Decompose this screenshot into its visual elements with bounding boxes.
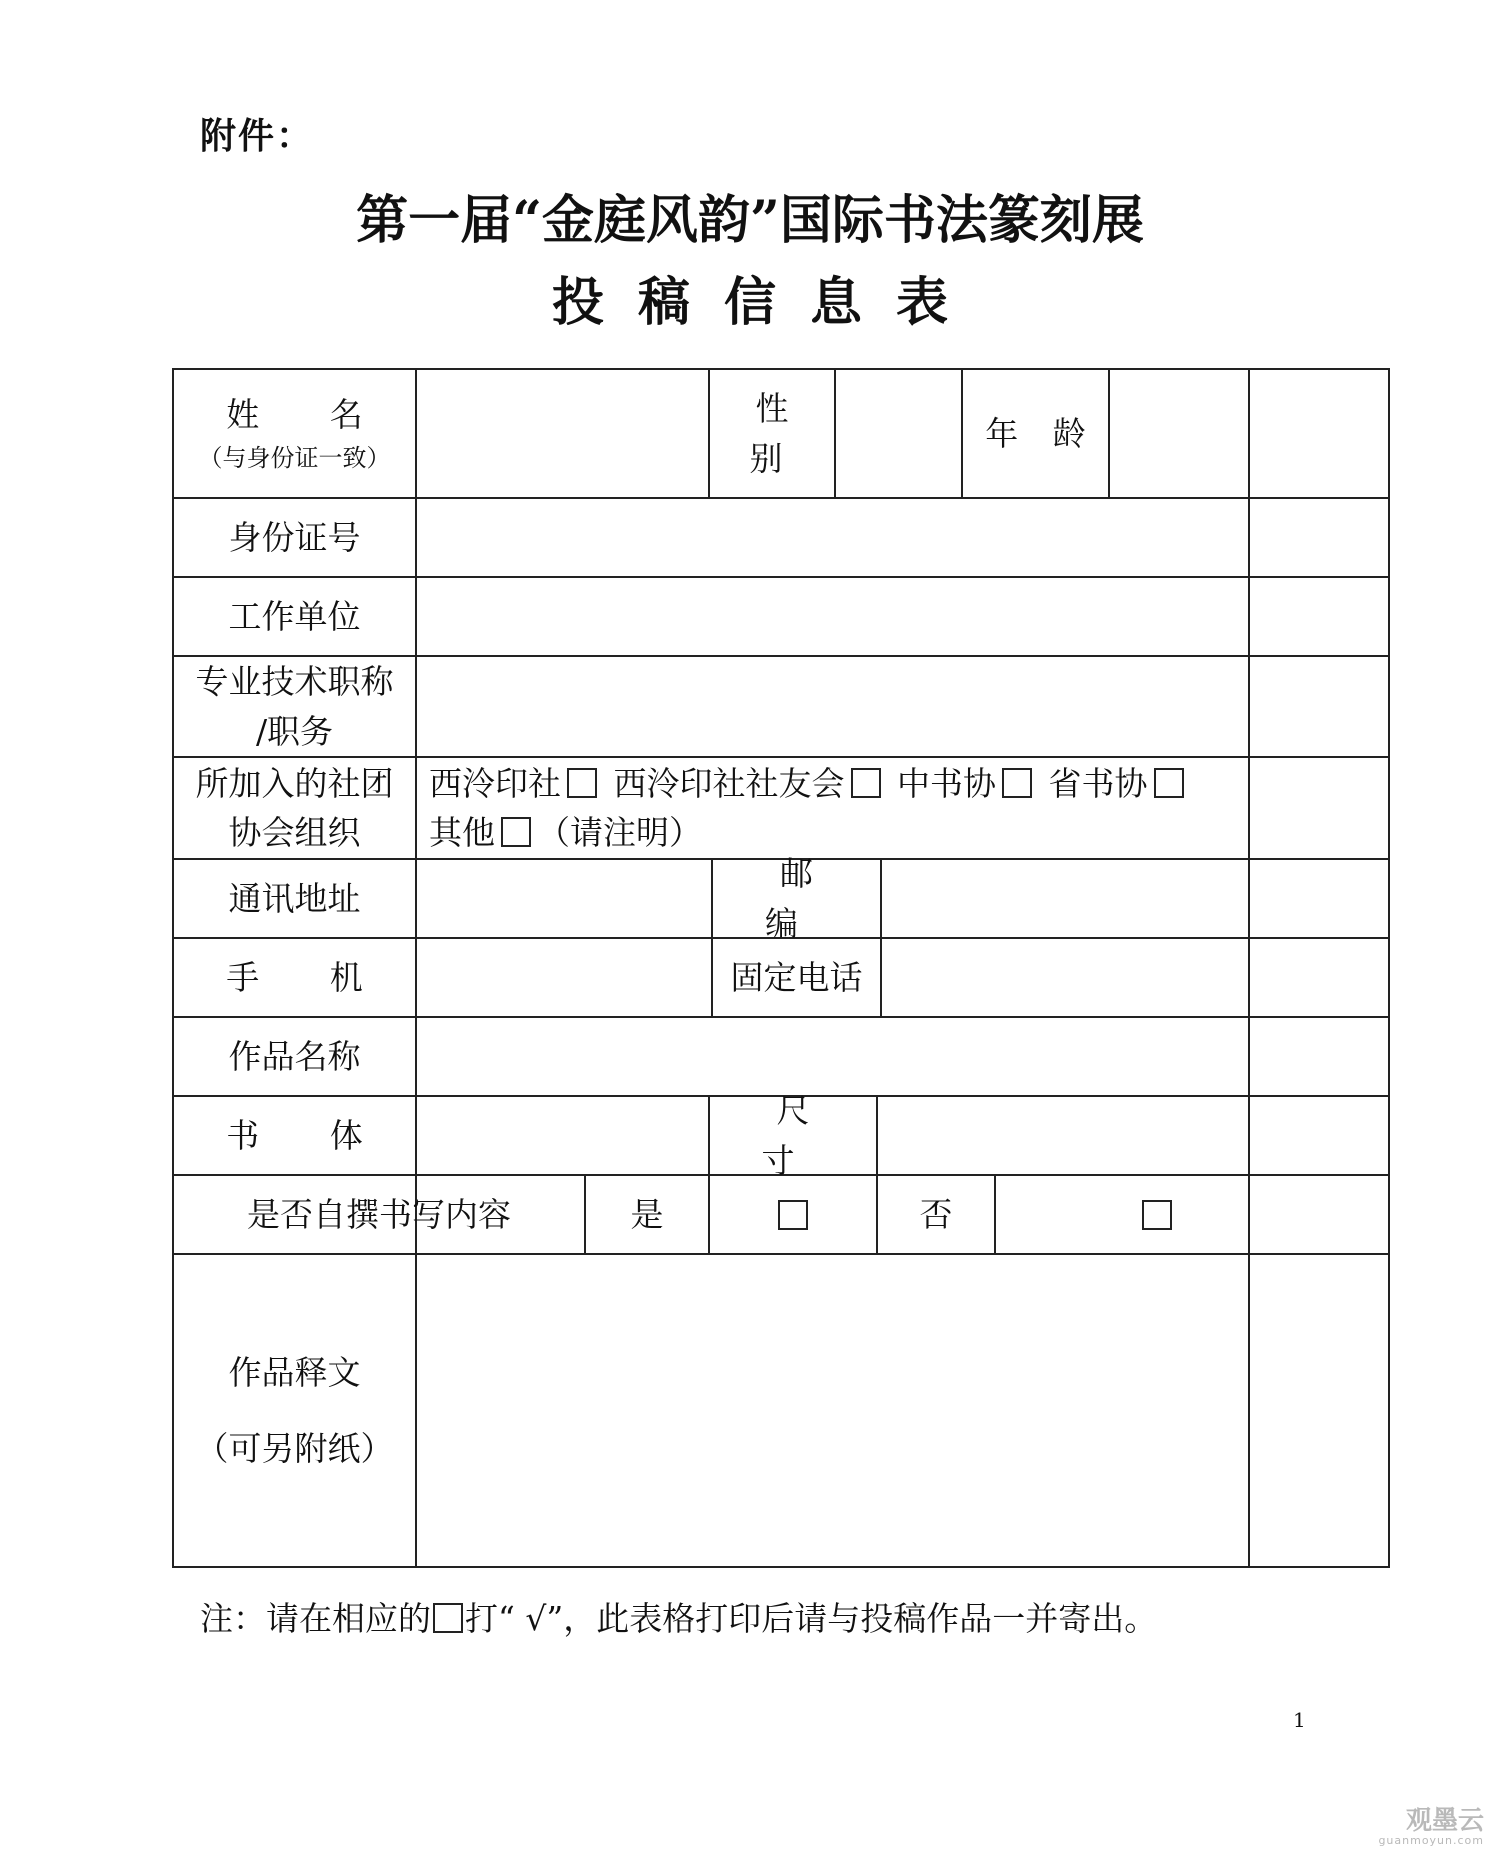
option-provincial-label: 省书协 (1048, 763, 1148, 803)
option-xiling-friends-checkbox[interactable] (851, 768, 881, 798)
size-label: 尺 寸 (761, 1091, 840, 1180)
page-number: 1 (1293, 1708, 1306, 1732)
id-label-cell (174, 499, 415, 576)
form-title: 第一届“金庭风韵”国际书法篆刻展 (356, 190, 1144, 251)
footnote-suffix: 打“ √”，此表格打印后请与投稿作品一并寄出。 (465, 1599, 1158, 1638)
submission-form-table (172, 368, 1390, 1568)
landline-field[interactable] (882, 939, 1248, 1016)
interpretation-label-cell (174, 1255, 415, 1566)
interpretation-label: 作品释文 (228, 1352, 361, 1392)
gender-field[interactable] (836, 370, 961, 497)
option-other-note: （请注明） (537, 813, 702, 852)
work-name-field[interactable] (417, 1018, 1248, 1095)
option-other-label: 其他 (429, 813, 495, 852)
self-composed-label-cell (174, 1176, 584, 1253)
no-label: 否 (919, 1194, 953, 1234)
name-label-cell (174, 370, 415, 497)
table-border (172, 1566, 1390, 1568)
attachment-label: 附件： (200, 116, 315, 157)
name-sub-label: （与身份证一致） (198, 444, 391, 473)
no-label-cell (878, 1176, 994, 1253)
organization-label-line2: 协会组织 (228, 813, 361, 852)
option-xiling-checkbox[interactable] (567, 768, 597, 798)
address-field[interactable] (417, 860, 711, 937)
postcode-label-cell (713, 854, 880, 943)
script-style-label-cell (174, 1097, 415, 1174)
watermark (1378, 1808, 1484, 1847)
no-checkbox[interactable] (1142, 1200, 1172, 1230)
age-label-cell (963, 370, 1108, 497)
photo-area[interactable] (1250, 370, 1388, 1566)
organization-label-line1: 所加入的社团 (195, 763, 394, 803)
landline-label-cell (713, 939, 880, 1016)
watermark-url: guanmoyun.com (1378, 1834, 1484, 1847)
organization-options (417, 758, 1248, 858)
address-label-cell (174, 860, 415, 937)
organization-options-line2 (429, 808, 702, 858)
work-unit-label-cell (174, 578, 415, 655)
mobile-field[interactable] (417, 939, 711, 1016)
professional-title-field[interactable] (417, 657, 1248, 756)
option-xiling-label: 西泠印社 (429, 763, 561, 803)
interpretation-field[interactable] (417, 1255, 1248, 1566)
size-field[interactable] (878, 1097, 1248, 1174)
no-checkbox-cell[interactable] (996, 1176, 1248, 1253)
professional-title-label: 专业技术职称 (195, 662, 394, 701)
option-xiling-friends-label: 西泠印社社友会 (613, 763, 845, 803)
script-style-field[interactable] (417, 1097, 708, 1174)
option-other-checkbox[interactable] (501, 817, 531, 847)
id-number-field[interactable] (417, 499, 1248, 576)
landline-label: 固定电话 (730, 957, 863, 997)
mobile-label-cell (174, 939, 415, 1016)
organization-label-cell (174, 758, 415, 858)
organization-options-line1 (429, 759, 1190, 809)
yes-checkbox[interactable] (778, 1200, 808, 1230)
gender-label: 性 别 (749, 389, 801, 478)
postcode-label: 邮 编 (765, 854, 843, 943)
age-field[interactable] (1110, 370, 1248, 497)
footnote-prefix: 注：请在相应的 (200, 1599, 431, 1638)
work-unit-field[interactable] (417, 578, 1248, 655)
work-unit-label: 工作单位 (228, 596, 361, 636)
script-style-label: 书 体 (226, 1115, 393, 1155)
yes-label: 是 (630, 1194, 664, 1234)
option-cca-checkbox[interactable] (1002, 768, 1032, 798)
watermark-brand: 观墨云 (1405, 1806, 1484, 1836)
footnote-checkbox-sample (433, 1603, 463, 1633)
interpretation-sub-label: （可另附纸） (195, 1428, 394, 1468)
postcode-field[interactable] (882, 860, 1248, 937)
yes-label-cell (586, 1176, 708, 1253)
id-number-label: 身份证号 (228, 517, 361, 557)
work-name-label: 作品名称 (228, 1036, 361, 1076)
option-provincial-checkbox[interactable] (1154, 768, 1184, 798)
name-label: 姓 名 (226, 394, 393, 434)
self-composed-label: 是否自撰书写内容 (247, 1194, 511, 1234)
position-label: /职务 (255, 711, 334, 751)
gender-label-cell (710, 370, 834, 497)
professional-title-label-cell (174, 657, 415, 756)
form-subtitle: 投稿信息表 (551, 272, 982, 333)
size-label-cell (710, 1091, 876, 1180)
option-cca-label: 中书协 (897, 763, 996, 803)
name-field[interactable] (417, 370, 708, 497)
table-border (1388, 368, 1390, 1568)
age-label: 年 龄 (985, 413, 1098, 453)
address-label: 通讯地址 (228, 878, 361, 918)
footnote (200, 1593, 1157, 1640)
yes-checkbox-cell[interactable] (710, 1176, 876, 1253)
work-name-label-cell (174, 1018, 415, 1095)
mobile-label: 手 机 (226, 957, 393, 997)
